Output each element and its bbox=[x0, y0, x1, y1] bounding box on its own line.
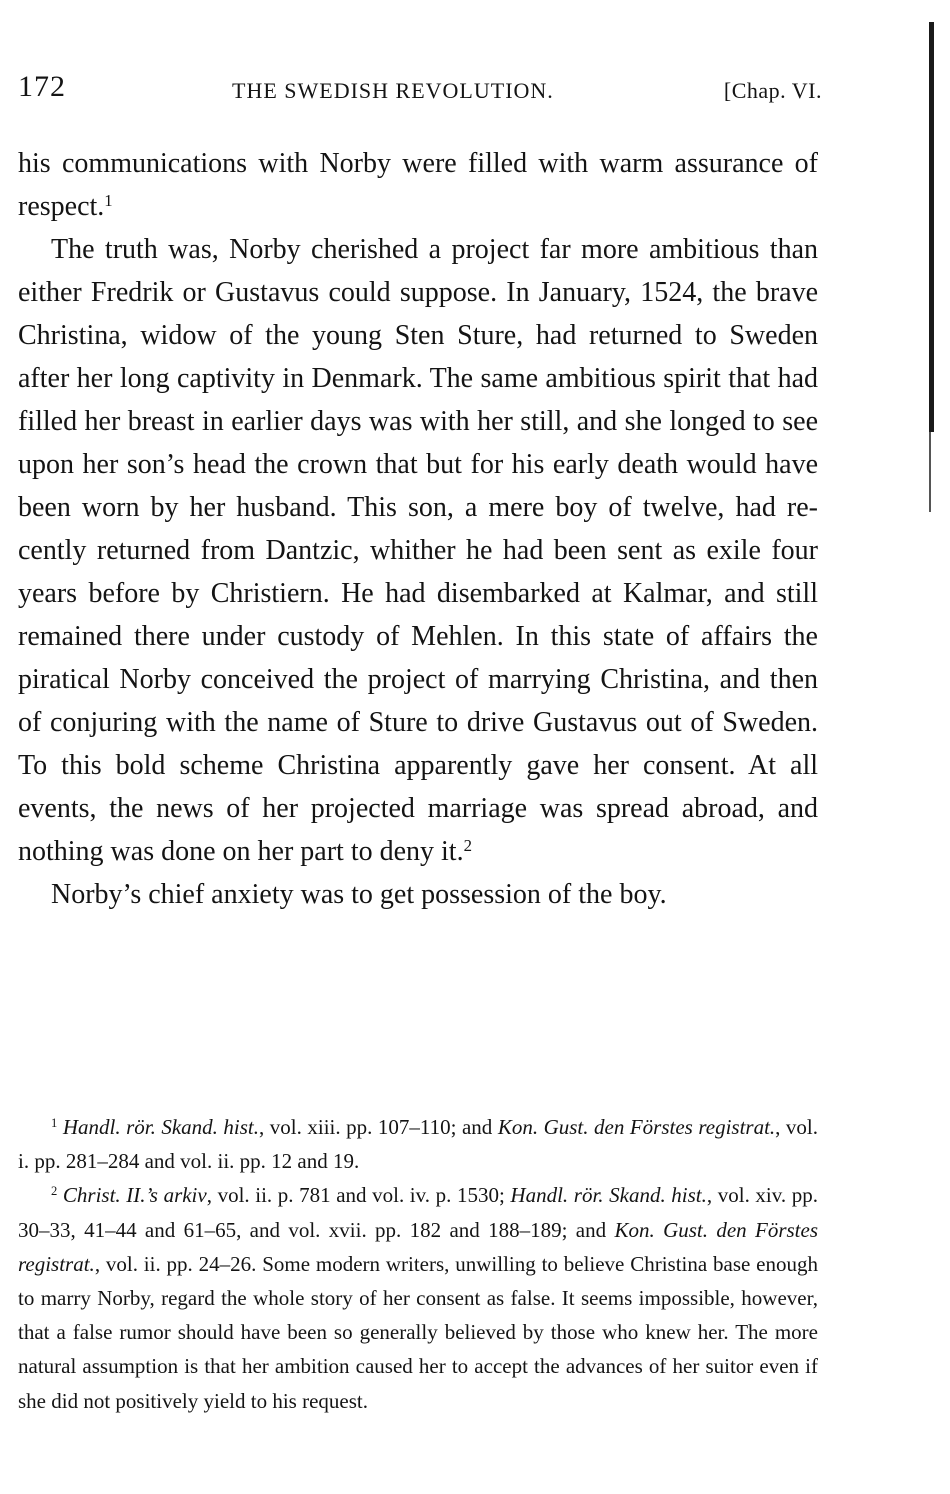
footnote-2-text: , vol. xiv. pp. 30–33, 41–44 and 61–65, and vol. xvii. pp. 182 and 188–189; and bbox=[18, 1183, 819, 1242]
footnote-2-text: , vol. ii. pp. 24–26. Some modern writers, unwilling to believe Christina base enough to marry Norby, regard the whole story of her consent as false. It seems impossible, however, that a false rumor should have been so generally believed by those who knew her. The more natural assumption is that her ambition caused her to accept the advances of her suitor even if she did not positively yield to his request. bbox=[18, 1251, 818, 1413]
paragraph-3 bbox=[18, 873, 818, 916]
footnote-1-citation: Handl. rör. Skand. hist. bbox=[62, 1115, 260, 1139]
footnote-1-citation: Kon. Gust. den Förstes registrat. bbox=[497, 1115, 776, 1139]
footnote-1-text: , vol. i. pp. 281–284 and vol. ii. pp. 12 and 19. bbox=[18, 1115, 819, 1174]
running-title: THE SWEDISH REVOLUTION. bbox=[232, 78, 554, 103]
paragraph-2-text: The truth was, Norby cherished a project far more ambitious than either Fredrik or Gustavus could suppose. In January, 1524, the brave Christina, widow of the young Sten Sture, had returned to Sweden after her long captivity in Denmark. The same ambitious spirit that had filled her breast in earlier days was with her still, and she longed to see upon her son’s head the crown that but for his early death would have been worn by her husband. This son, a mere boy of twelve, had recently returned from Dantzic, whither he had been sent as exile four years before by Christiern. He had disembarked at Kalmar, and still remained there under custody of Mehlen. In this state of affairs the piratical Norby conceived the project of marrying Christina, and then of conjuring with the name of Sture to drive Gustavus out of Sweden. To this bold scheme Christina apparently gave her consent. At all events, the news of her projected marriage was spread abroad, and nothing was done on her part to deny it. bbox=[18, 234, 818, 867]
paragraph-2 bbox=[18, 228, 818, 873]
paragraph-3-text: Norby’s chief anxiety was to get possession of the boy. bbox=[51, 879, 667, 910]
footnote-2-citation: Kon. Gust. den Förstes registrat. bbox=[18, 1217, 819, 1276]
chapter-reference: [Chap. VI. bbox=[723, 78, 822, 103]
footnote-1-text: , vol. xiii. pp. 107–110; and bbox=[259, 1115, 498, 1139]
body-text bbox=[18, 142, 818, 916]
footnote-2-citation: Handl. rör. Skand. hist. bbox=[510, 1183, 707, 1208]
footnote-2-text: , vol. ii. p. 781 and vol. iv. p. 1530; bbox=[206, 1183, 511, 1208]
footnote-2-citation: Christ. II.’s arkiv bbox=[62, 1183, 207, 1208]
footnote-ref-2[interactable]: 2 bbox=[463, 835, 472, 855]
footnote-ref-1[interactable]: 1 bbox=[104, 190, 113, 210]
paragraph-1-text: his communications with Norby were filled with warm assurance of respect. bbox=[18, 148, 818, 222]
footnote-1 bbox=[18, 1110, 818, 1178]
footnote-2-marker: 2 bbox=[51, 1184, 58, 1199]
page-edge-rule bbox=[929, 22, 934, 432]
page-number: 172 bbox=[18, 70, 66, 103]
footnotes bbox=[18, 1110, 818, 1418]
page-edge-rule-fade bbox=[929, 432, 931, 512]
footnote-2 bbox=[18, 1178, 818, 1417]
footnote-1-marker: 1 bbox=[51, 1116, 58, 1131]
running-header bbox=[18, 70, 822, 110]
paragraph-1 bbox=[18, 142, 818, 228]
